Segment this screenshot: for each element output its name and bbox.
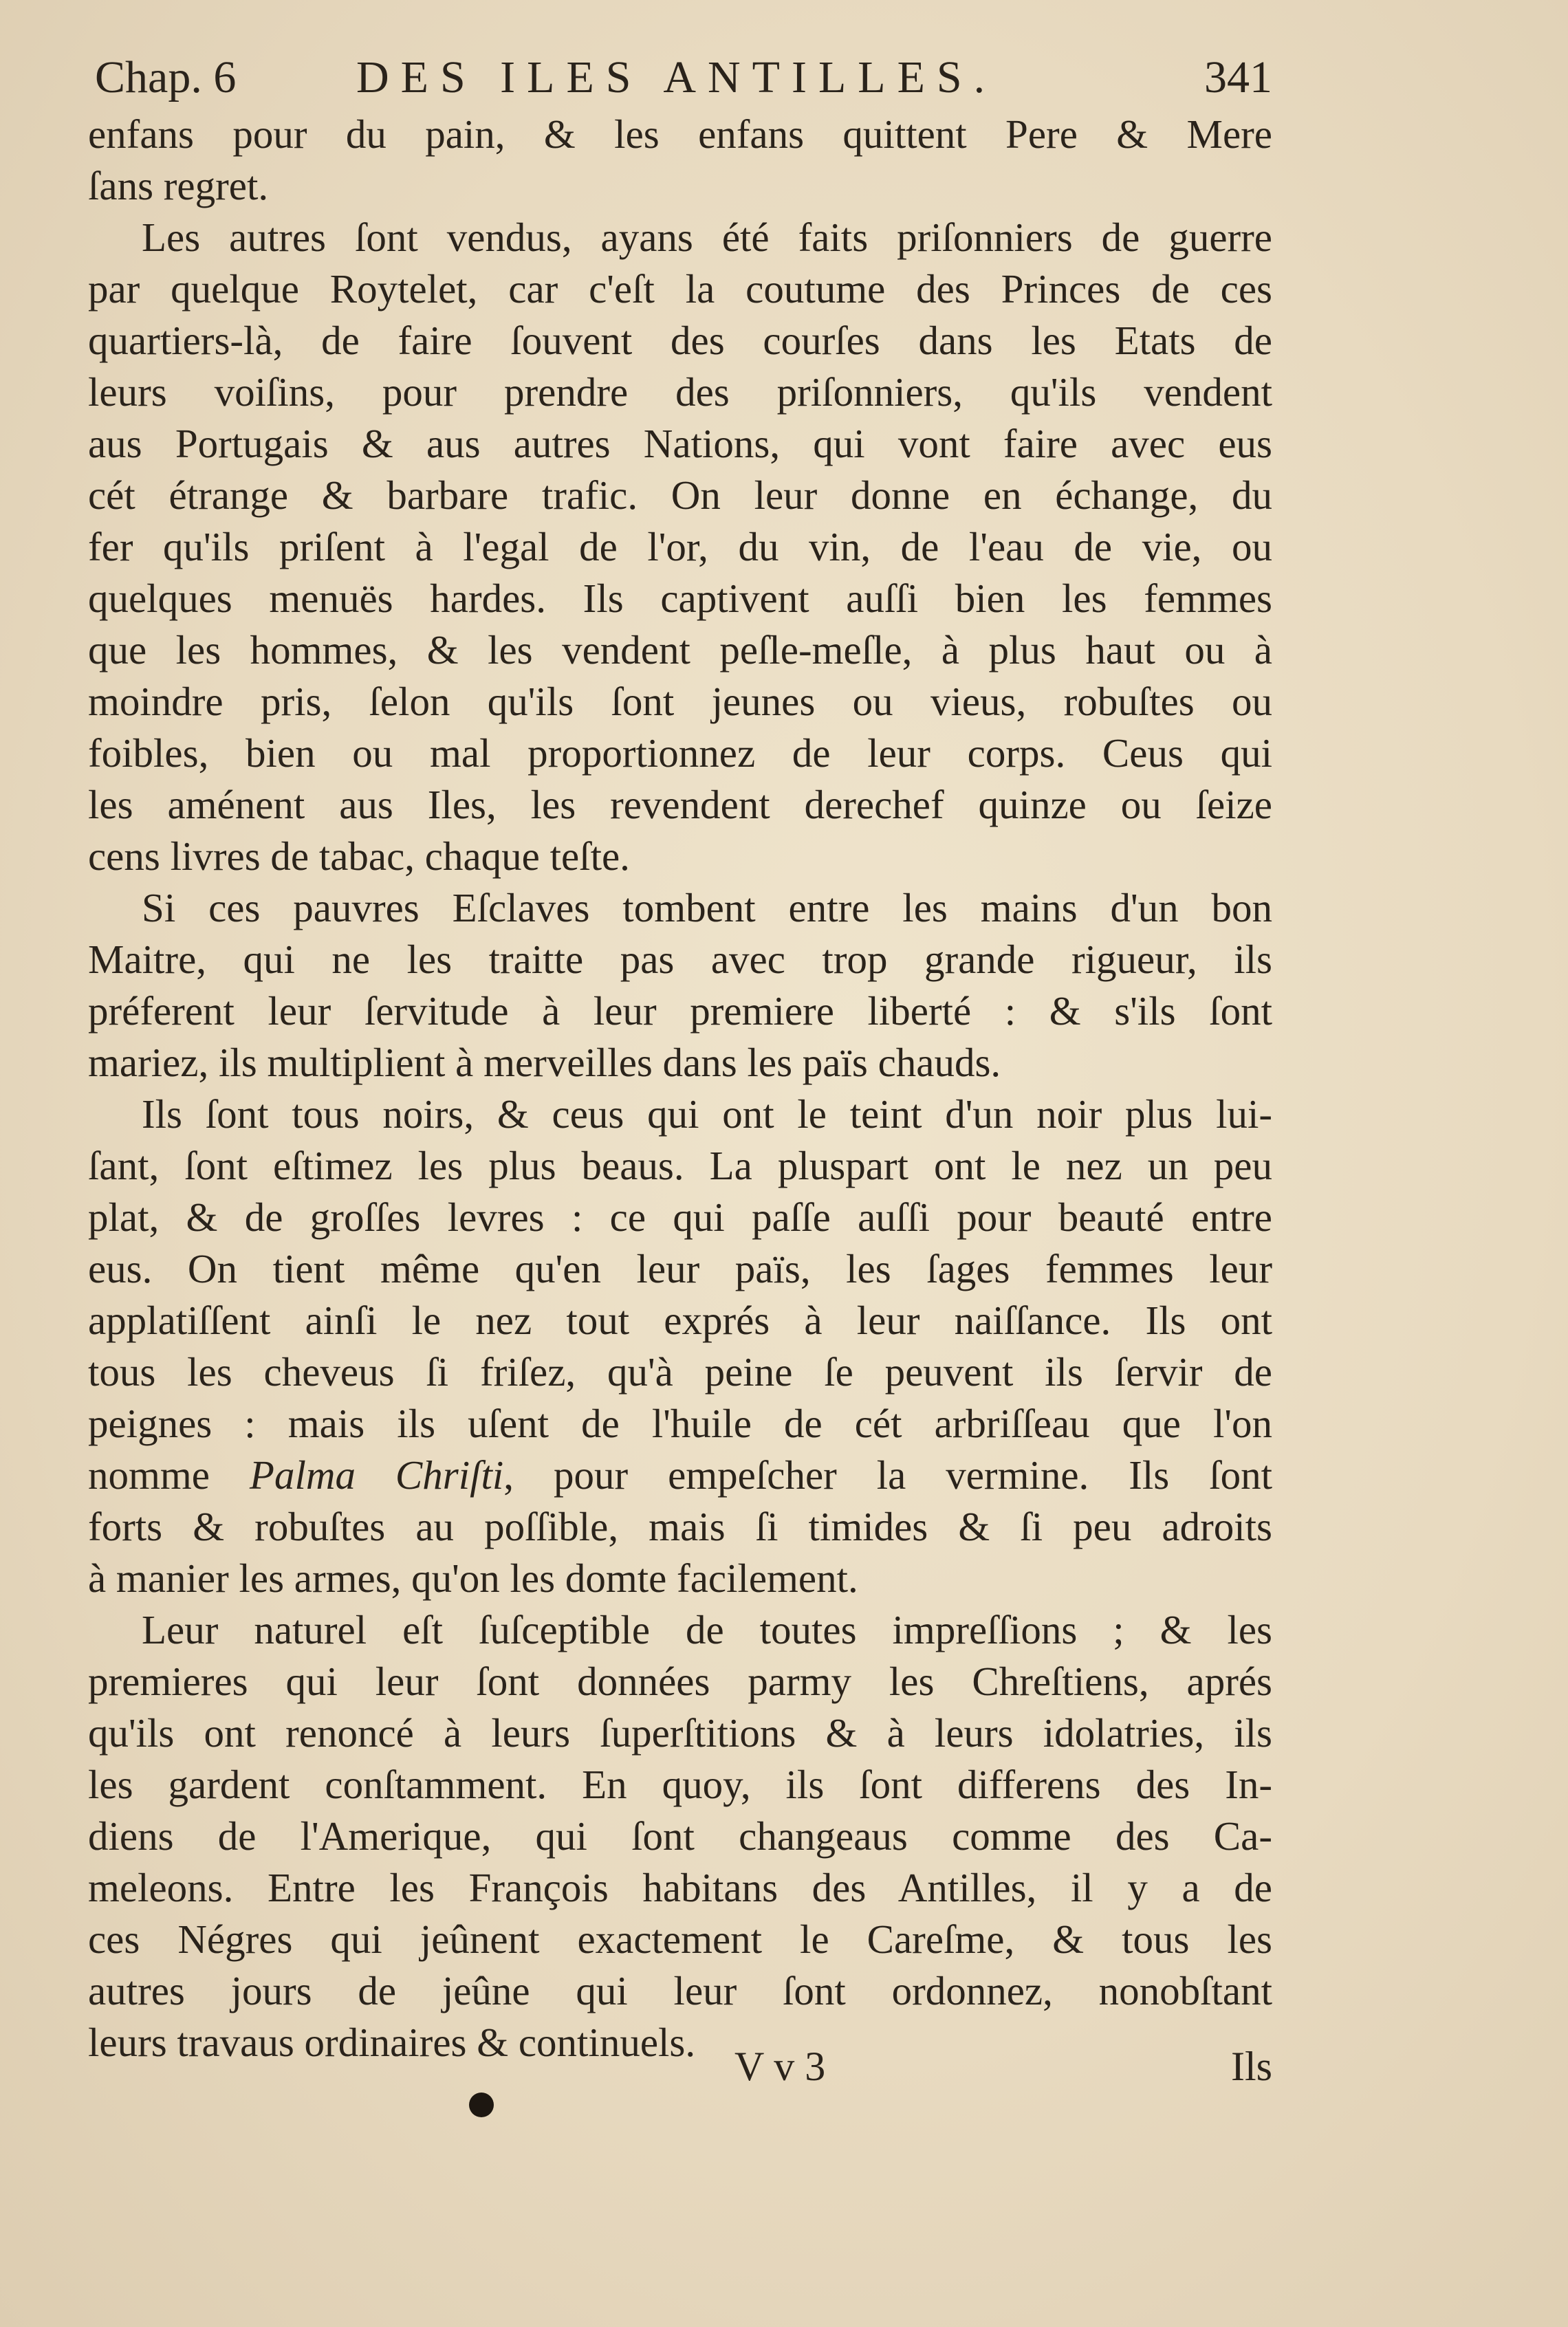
text-line: tous les cheveus ſi friſez, qu'à peine ſe peuvent ils ſervir de <box>88 1349 1272 1395</box>
text-line: plat, & de groſſes levres : ce qui paſſe auſſi pour beauté entre <box>88 1194 1272 1240</box>
text-line: leurs voiſins, pour prendre des priſonniers, qu'ils vendent <box>88 369 1272 415</box>
text-line: ſans regret. <box>88 163 269 208</box>
text-line: mariez, ils multiplient à merveilles dans les païs chauds. <box>88 1040 1001 1085</box>
paragraph-5 <box>88 1604 1272 2068</box>
text-line: les gardent conſtamment. En quoy, ils ſont differens des In- <box>88 1762 1272 1807</box>
text-line: Leur naturel eſt ſuſceptible de toutes impreſſions ; & les <box>142 1607 1272 1652</box>
text-line: ſant, ſont eſtimez les plus beaus. La pluspart ont le nez un peu <box>88 1143 1272 1188</box>
text-line: ces Négres qui jeûnent exactement le Careſme, & tous les <box>88 1916 1272 1962</box>
text-line: leurs travaus ordinaires & continuels. <box>88 2020 696 2065</box>
running-header <box>95 40 1272 116</box>
text-line: forts & robuſtes au poſſible, mais ſi timides & ſi peu adroits <box>88 1504 1272 1549</box>
text-line: diens de l'Amerique, qui ſont changeaus comme des Ca- <box>88 1813 1272 1859</box>
text-line: Ils ſont tous noirs, & ceus qui ont le teint d'un noir plus lui- <box>142 1091 1272 1137</box>
text-line: peignes : mais ils uſent de l'huile de cét arbriſſeau que l'on <box>88 1401 1272 1446</box>
text-line: moindre pris, ſelon qu'ils ſont jeunes ou vieus, robuſtes ou <box>88 679 1272 724</box>
text-line: qu'ils ont renoncé à leurs ſuperſtitions & à leurs idolatries, ils <box>88 1710 1272 1756</box>
text-line: cét étrange & barbare trafic. On leur donne en échange, du <box>88 472 1272 518</box>
text-line: applatiſſent ainſi le nez tout exprés à leur naiſſance. Ils ont <box>88 1298 1272 1343</box>
text-line: Les autres ſont vendus, ayans été faits priſonniers de guerre <box>142 215 1272 260</box>
text-fragment: nomme <box>88 1452 250 1498</box>
ink-blot <box>469 2093 494 2117</box>
text-line-italic <box>88 1450 1272 1501</box>
text-line: quelques menuës hardes. Ils captivent auſſi bien les femmes <box>88 576 1272 621</box>
text-line: premieres qui leur ſont données parmy les Chreſtiens, aprés <box>88 1659 1272 1704</box>
signature-mark: V v 3 <box>734 2044 826 2089</box>
paragraph-3 <box>88 882 1272 1089</box>
paragraph-2 <box>88 212 1272 882</box>
paragraph-1 <box>88 109 1272 212</box>
text-line: eus. On tient même qu'en leur païs, les ſages femmes leur <box>88 1246 1272 1291</box>
italic-term: Palma Chriſti <box>249 1452 504 1498</box>
text-line: enfans pour du pain, & les enfans quittent Pere & Mere <box>88 111 1272 157</box>
text-line: foibles, bien ou mal proportionnez de leur corps. Ceus qui <box>88 730 1272 776</box>
text-line: cens livres de tabac, chaque teſte. <box>88 833 630 879</box>
page-number: 341 <box>1204 52 1272 102</box>
text-line: préferent leur ſervitude à leur premiere liberté : & s'ils ſont <box>88 988 1272 1034</box>
text-line: à manier les armes, qu'on les domte facilement. <box>88 1555 858 1601</box>
text-line: par quelque Roytelet, car c'eſt la coutume des Princes de ces <box>88 266 1272 312</box>
chapter-label: Chap. 6 <box>95 52 237 102</box>
text-line: Maitre, qui ne les traitte pas avec trop grande rigueur, ils <box>88 937 1272 982</box>
text-fragment: , pour empeſcher la vermine. Ils ſont <box>503 1452 1272 1498</box>
page-footer <box>88 2035 1272 2097</box>
running-title: DES ILES ANTILLES. <box>356 52 997 102</box>
body-text <box>88 109 1272 2068</box>
text-line: que les hommes, & les vendent peſle-meſle, à plus haut ou à <box>88 627 1272 673</box>
text-line: Si ces pauvres Eſclaves tombent entre les mains d'un bon <box>142 885 1272 930</box>
paragraph-4 <box>88 1089 1272 1604</box>
text-line: quartiers-là, de faire ſouvent des courſes dans les Etats de <box>88 318 1272 363</box>
text-line: les aménent aus Iles, les revendent derechef quinze ou ſeize <box>88 782 1272 827</box>
text-line: aus Portugais & aus autres Nations, qui vont faire avec eus <box>88 421 1272 466</box>
catchword: Ils <box>1231 2044 1272 2089</box>
text-line: autres jours de jeûne qui leur ſont ordonnez, nonobſtant <box>88 1968 1272 2013</box>
text-line: fer qu'ils priſent à l'egal de l'or, du vin, de l'eau de vie, ou <box>88 524 1272 569</box>
text-line: meleons. Entre les François habitans des Antilles, il y a de <box>88 1865 1272 1910</box>
